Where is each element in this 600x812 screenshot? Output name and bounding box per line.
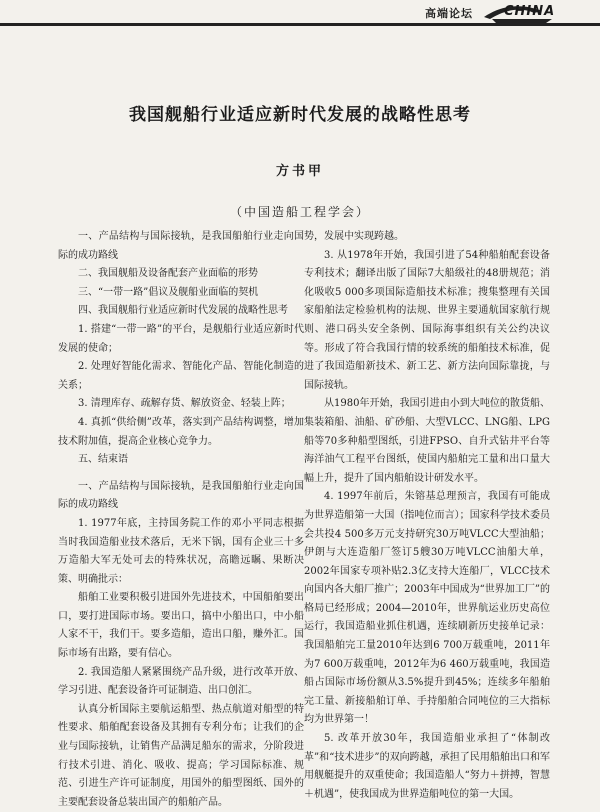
left-column [58,228,304,812]
toc-item: 四、我国舰船行业适应新时代发展的战略性思考 [78,305,288,317]
section-label: 高端论坛 [425,7,473,20]
toc-item: 1. 搭建“一带一路”的平台，是舰船行业适应新时代发展的使命； [58,323,304,354]
body-paragraph: 5. 改革开放30年，我国造船业承担了“体制改革”和“技术进步”的双向跨越，承担了民用船舶出口和军用舰艇提升的双重使命；我国造船人“努力＋拼搏，智慧＋机遇”，使我国成为世界造船吨位的第一大国。 [304,733,550,800]
toc-item: 五、结束语 [78,454,128,466]
page-header [0,0,600,30]
body-paragraph: 3. 从1978年开始，我国引进了54种船舶配套设备专利技术；翻译出版了国际7大船级社的48册规范；消化吸收5 000多项国际造船技术标准；搜集整理有关国家船舶法定检验机构的法规、世界主要通航国家航行规则、港口码头安全条例、国际海事组织有关公约决议等。形成了符合我国行情的较系统的船舶技术标准，促进了我国造船新技术、新工艺、新方法向国际靠拢，与国际接轨。 [304,249,550,391]
body-paragraph: 船舶工业要积极引进国外先进技术，中国船舶要出口，要打进国际市场。要出口，搞中小船出口，中小船人家不干，我们干。要多造船，造出口船，赚外汇。国际市场有出路，要有信心。 [58,592,304,660]
body-paragraph: 4. 1997年前后，朱镕基总理预言，我国有可能成为世界造船第一大国（指吨位而言）；国家科学技术委员会共投4 500多万元支持研究30万吨VLCC大型油船；伊朗与大连造船厂签订5艘30万吨VLCC油船大单，2002年国家专项补贴2.3亿支持大连船厂，VLCC技术向国内各大船厂推广；2003年中国成为“世界加工厂”的格局已经形成；2004—2010年，世界航运业历史高位运行，我国造船业抓住机遇，连续刷新历史接单记录：我国船舶完工量2010年达到6 700万载重吨，2011年为7 600万载重吨，2012年为6 460万载重吨，我国造船占国际市场份额从3.5%提升到45%；连续多年船舶完工量、新接船舶订单、手持船舶合同吨位的三大指标均为世界第一！ [304,491,550,726]
body-paragraph: 认真分析国际主要航运船型、热点航道对船型的特性要求、船舶配套设备及其拥有专利分布；让我们的企业与国际接轨，让销售产品满足船东的需求，分阶段进行技术引进、消化、吸收、提高；学习国际标准、规范、引进生产许可证制度，用国外的船型图纸、国外的主要配套设备总装出国产的船舶产品。 [58,703,304,808]
toc-item: 2. 处理好智能化需求、智能化产品、智能化制造的关系； [58,361,304,391]
header-rule [0,23,600,26]
article-author: 方书甲 [275,164,324,179]
right-column [304,228,550,804]
body-paragraph: 2. 我国造船人紧紧围绕产品升级，进行改革开放、学习引进、配套设备许可证制造、出口创汇。 [58,666,304,697]
section-heading: 一、产品结构与国际接轨，是我国船舶行业走向国际的成功路线 [58,480,304,511]
toc-item: 3. 清理库存、疏解存货、解放资金、轻装上阵； [78,398,291,410]
toc-item: 一、产品结构与国际接轨，是我国船舶行业走向国际的成功路线 [58,231,304,261]
body-paragraph: 从1980年开始，我国引进由小到大吨位的散货船、集装箱船、油船、矿砂船、大型VLCC、LNG船、LPG船等70多种船型图纸，引进FPSO、自升式钻井平台等海洋油气工程平台图纸，使国内船舶完工量和出口量大幅上升，提升了国内船舶设计研发水平。 [304,398,550,484]
toc-item: 二、我国舰船及设备配套产业面临的形势 [78,268,258,280]
body-paragraph: 势，发展中实现跨越。 [304,231,404,242]
article-affiliation: （中国造船工程学会） [229,205,370,219]
toc-item: 三、“一带一路”倡议及舰船业面临的契机 [78,286,259,298]
logo-text: CHINA [504,4,556,19]
toc-item: 4. 真抓“供给侧”改革，落实到产品结构调整，增加技术附加值，提高企业核心竞争力。 [58,416,304,447]
article-title: 我国舰船行业适应新时代发展的战略性思考 [129,105,471,125]
body-paragraph: 1. 1977年底，主持国务院工作的邓小平同志根据当时我国造船业技术落后，无米下锅，国有企业三十多万造船大军无处可去的特殊状况，高瞻远瞩、果断决策、明确批示： [58,517,304,585]
